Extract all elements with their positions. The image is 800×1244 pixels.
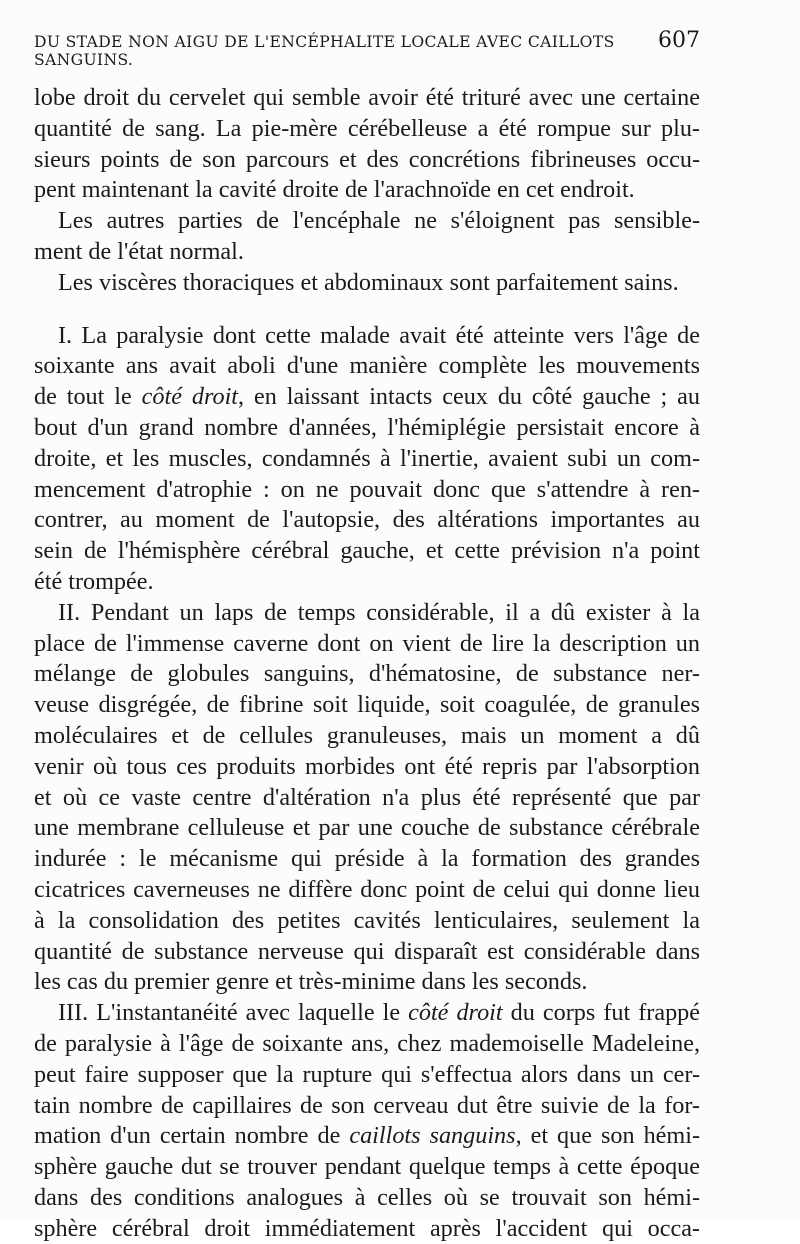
paragraph [34,206,700,268]
text-line: sphère gauche dut se trouver pendant quelque temps à cette époque [34,1153,700,1181]
text-line: soixante ans avait aboli d'une manière complète les mouvements [34,352,700,380]
text-line: dans des conditions analogues à celles où se trouvait son hémi- [34,1183,700,1211]
text-line: mélange de globules sanguins, d'hématosine, de substance ner- [34,660,700,688]
text-line: contrer, au moment de l'autopsie, des altérations importantes au [34,506,700,534]
running-head [34,28,700,69]
text-line: III. L'instantanéité avec laquelle le côté droit du corps fut frappé [58,999,700,1027]
text-line: lobe droit du cervelet qui semble avoir été trituré avec une certaine [34,84,700,111]
text-line: place de l'immense caverne dont on vient de lire la description un [34,629,700,657]
text-line: pent maintenant la cavité droite de l'arachnoïde en cet endroit. [34,176,635,204]
text-line: de paralysie à l'âge de soixante ans, chez mademoiselle Madeleine, [34,1029,700,1057]
text-line: cicatrices caverneuses ne diffère donc point de celui qui donne lieu [34,875,700,903]
text-line: les cas du premier genre et très-minime dans les seconds. [34,968,588,996]
text-line: indurée : le mécanisme qui préside à la formation des grandes [34,845,700,873]
text-line: une membrane celluleuse et par une couche de substance cérébrale [34,814,700,842]
section-gap [34,299,700,321]
paragraph [34,598,700,998]
text-line: Les autres parties de l'encéphale ne s'éloignent pas sensible- [58,207,700,235]
text-line: moléculaires et de cellules granuleuses, mais un moment a dû [34,721,700,749]
text-line: mation d'un certain nombre de caillots sanguins, et que son hémi- [34,1122,700,1150]
paragraph [34,268,700,299]
text-line: Les viscères thoraciques et abdominaux sont parfaitement sains. [58,268,679,296]
text-line: sein de l'hémisphère cérébral gauche, et cette prévision n'a point [34,537,700,565]
text-line: et où ce vaste centre d'altération n'a plus été représenté que par [34,783,700,811]
text-line: à la consolidation des petites cavités lenticulaires, seulement la [34,906,700,934]
paragraph [34,321,700,598]
text-line: quantité de substance nerveuse qui disparaît est considérable dans [34,937,700,965]
text-line: tain nombre de capillaires de son cerveau dut être suivie de la for- [34,1091,700,1119]
page-number: 607 [658,28,700,53]
running-title: DU STADE NON AIGU DE L'ENCÉPHALITE LOCALE AVEC CAILLOTS SANGUINS. [34,33,615,69]
paragraph [34,83,700,206]
text-line: mencement d'atrophie : on ne pouvait donc que s'attendre à ren- [34,475,700,503]
text-line: quantité de sang. La pie-mère cérébelleuse a été rompue sur plu- [34,114,700,142]
text-line: ment de l'état normal. [34,237,244,265]
text-line: peut faire supposer que la rupture qui s'effectua alors dans un cer- [34,1060,700,1088]
text-line: venir où tous ces produits morbides ont été repris par l'absorption [34,752,700,780]
text-line: bout d'un grand nombre d'années, l'hémiplégie persistait encore à [34,413,700,441]
paragraph [34,998,700,1244]
text-line: droite, et les muscles, condamnés à l'inertie, avaient subi un com- [34,444,700,472]
text-line: sieurs points de son parcours et des concrétions fibrineuses occu- [34,145,700,173]
text-line: sphère cérébral droit immédiatement après l'accident qui occa- [34,1214,700,1242]
text-line: I. La paralysie dont cette malade avait été atteinte vers l'âge de [58,321,700,349]
text-line: II. Pendant un laps de temps considérable, il a dû exister à la [58,598,700,626]
text-line: de tout le côté droit, en laissant intacts ceux du côté gauche ; au [34,383,700,411]
body-text [34,83,700,1244]
text-line: veuse disgrégée, de fibrine soit liquide, soit coagulée, de granules [34,691,700,719]
text-line: été trompée. [34,567,154,595]
